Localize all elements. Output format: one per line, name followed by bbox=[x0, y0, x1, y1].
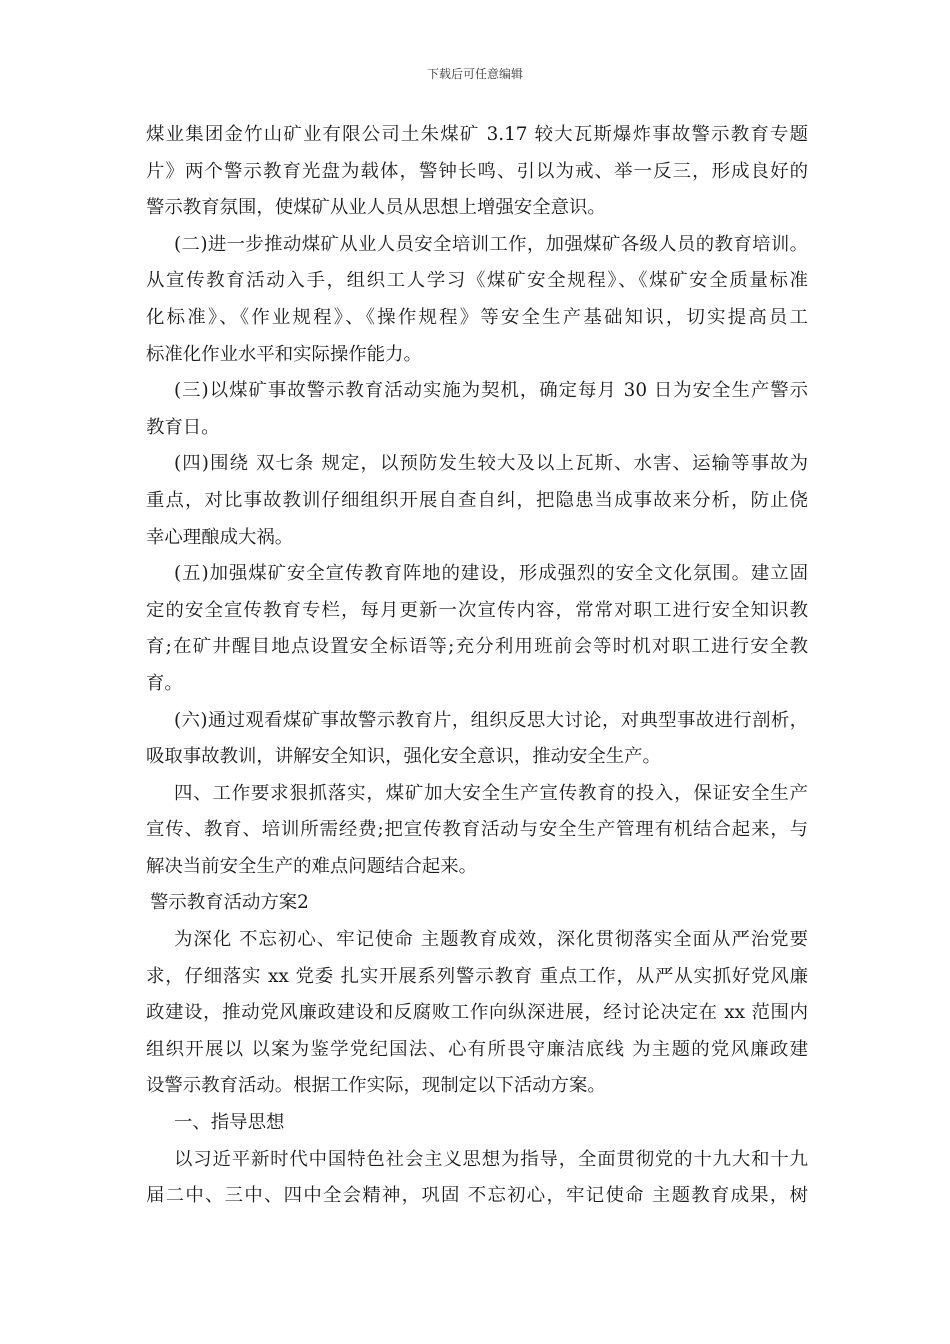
paragraph-line: 吸取事故教训，讲解安全知识，强化安全意识，推动安全生产。 bbox=[146, 746, 661, 768]
paragraph-line: 届二中、三中、四中全会精神，巩固 不忘初心，牢记使命 主题教育成果，树 bbox=[146, 1185, 808, 1207]
paragraph-line: (六)通过观看煤矿事故警示教育片，组织反思大讨论，对典型事故进行剖析， bbox=[174, 709, 808, 731]
paragraph-line: 求，仔细落实 xx 党委 扎实开展系列警示教育 重点工作，从严从实抓好党风廉 bbox=[146, 965, 808, 987]
paragraph-line: (四)围绕 双七条 规定，以预防发生较大及以上瓦斯、水害、运输等事故为 bbox=[174, 453, 808, 475]
paragraph-line: 解决当前安全生产的难点问题结合起来。 bbox=[146, 855, 478, 877]
paragraph-line: 定的安全宣传教育专栏，每月更新一次宣传内容，常常对职工进行安全知识教 bbox=[146, 599, 808, 621]
paragraph-line: 片》两个警示教育光盘为载体，警钟长鸣、引以为戒、举一反三，形成良好的 bbox=[146, 160, 808, 182]
paragraph-line: 以习近平新时代中国特色社会主义思想为指导，全面贯彻党的十九大和十九 bbox=[174, 1148, 808, 1170]
paragraph-line: 为深化 不忘初心、牢记使命 主题教育成效，深化贯彻落实全面从严治党要 bbox=[174, 929, 808, 951]
paragraph-line: (三)以煤矿事故警示教育活动实施为契机，确定每月 30 日为安全生产警示 bbox=[174, 380, 808, 402]
section-heading: 一、指导思想 bbox=[174, 1112, 285, 1134]
paragraph-line: 化标准》、《作业规程》、《操作规程》等安全生产基础知识，切实提高员工 bbox=[146, 306, 808, 328]
paragraph-line: 教育日。 bbox=[146, 416, 220, 438]
paragraph-line: 政建设，推动党风廉政建设和反腐败工作向纵深进展，经讨论决定在 xx 范围内 bbox=[146, 1002, 808, 1024]
paragraph-line: 从宣传教育活动入手，组织工人学习《煤矿安全规程》、《煤矿安全质量标准 bbox=[146, 270, 808, 292]
page-header-note: 下载后可任意编辑 bbox=[426, 67, 523, 81]
paragraph-line: (二)进一步推动煤矿从业人员安全培训工作，加强煤矿各级人员的教育培训。 bbox=[174, 233, 808, 255]
paragraph-line: 宣传、教育、培训所需经费;把宣传教育活动与安全生产管理有机结合起来，与 bbox=[146, 819, 808, 841]
paragraph-line: 重点，对比事故教训仔细组织开展自查自纠，把隐患当成事故来分析，防止侥 bbox=[146, 489, 808, 511]
paragraph-line: 育;在矿井醒目地点设置安全标语等;充分利用班前会等时机对职工进行安全教 bbox=[146, 636, 808, 658]
paragraph-line: (五)加强煤矿安全宣传教育阵地的建设，形成强烈的安全文化氛围。建立固 bbox=[174, 563, 808, 585]
paragraph-line: 煤业集团金竹山矿业有限公司土朱煤矿 3.17 较大瓦斯爆炸事故警示教育专题 bbox=[146, 124, 808, 145]
paragraph-line: 设警示教育活动。根据工作实际，现制定以下活动方案。 bbox=[146, 1075, 606, 1097]
paragraph-line: 组织开展以 以案为鉴学党纪国法、心有所畏守廉洁底线 为主题的党风廉政建 bbox=[146, 1038, 808, 1060]
paragraph-line: 育。 bbox=[146, 672, 183, 694]
paragraph-line: 标准化作业水平和实际操作能力。 bbox=[146, 343, 422, 365]
section-title: 警示教育活动方案2 bbox=[150, 892, 309, 914]
paragraph-line: 四、工作要求狠抓落实，煤矿加大安全生产宣传教育的投入，保证安全生产 bbox=[174, 782, 808, 804]
paragraph-line: 警示教育氛围，使煤矿从业人员从思想上增强安全意识。 bbox=[146, 197, 606, 219]
document-body bbox=[146, 117, 808, 1215]
paragraph-line: 幸心理酿成大祸。 bbox=[146, 526, 294, 548]
